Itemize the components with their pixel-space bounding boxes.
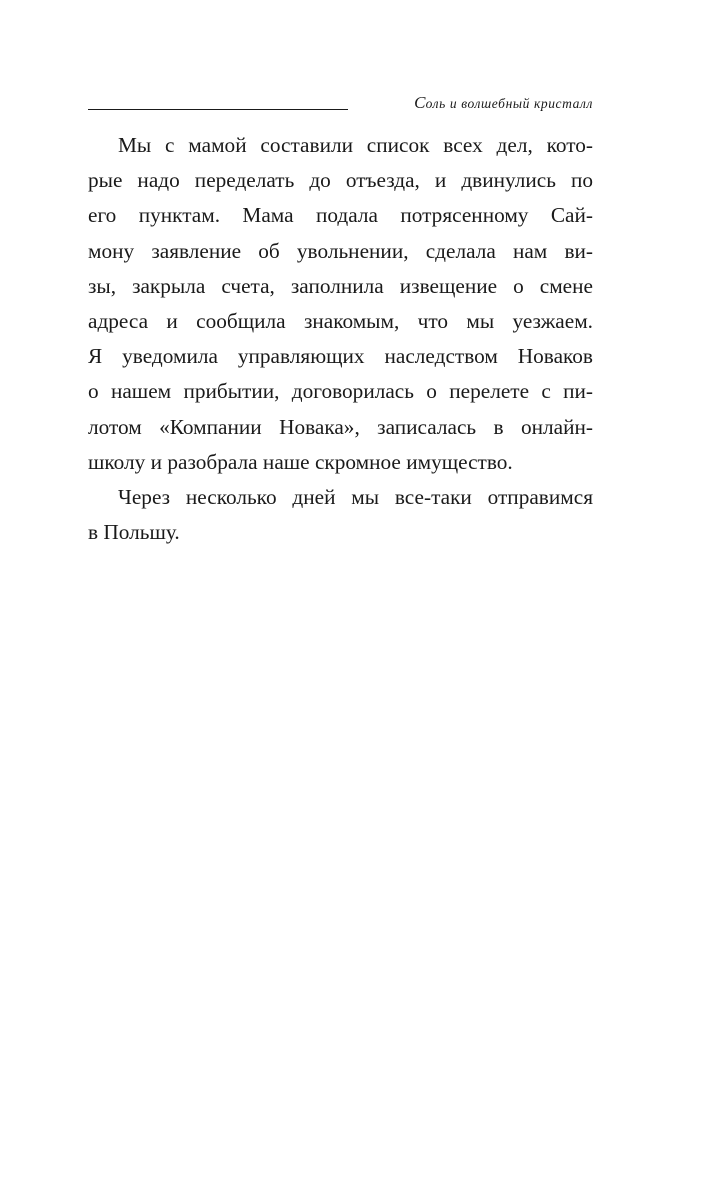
text-line: Мы с мамой составили список всех дел, кото- bbox=[118, 133, 593, 157]
header-rule bbox=[88, 109, 348, 110]
text-line: зы, закрыла счета, заполнила извещение о смене bbox=[88, 273, 593, 298]
book-title bbox=[414, 93, 593, 113]
text-line: адреса и сообщила знакомым, что мы уезжаем. bbox=[88, 308, 593, 333]
text-line: Через несколько дней мы все-таки отправимся bbox=[118, 484, 593, 509]
text-line: его пунктам. Мама подала потрясенному Сай- bbox=[88, 203, 593, 228]
book-title-rest: оль и волшебный кристалл bbox=[425, 96, 593, 111]
running-head bbox=[88, 93, 593, 117]
text-line: о нашем прибытии, договорилась о перелете с пи- bbox=[88, 379, 593, 404]
text-line: школу и разобрала наше скромное имущество. bbox=[88, 449, 513, 474]
book-title-initial: С bbox=[414, 93, 426, 112]
text-line: Я уведомила управляющих наследством Новаков bbox=[88, 344, 593, 369]
text-line: лотом «Компании Новака», записалась в онлайн- bbox=[88, 414, 593, 439]
text-line: в Польшу. bbox=[88, 520, 180, 545]
text-line: мону заявление об увольнении, сделала нам ви- bbox=[88, 238, 593, 263]
body-text bbox=[88, 128, 593, 550]
text-line: рые надо переделать до отъезда, и двинулись по bbox=[88, 168, 593, 193]
